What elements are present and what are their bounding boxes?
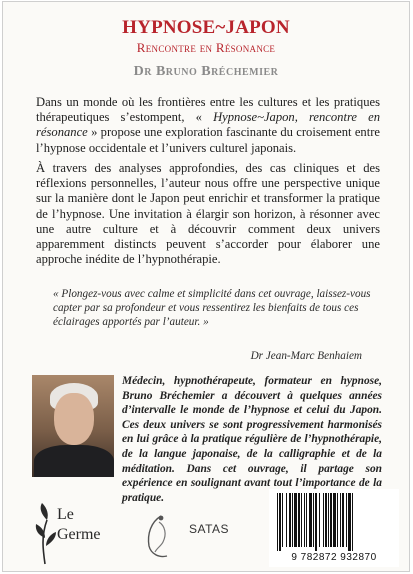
barcode-bar (294, 493, 297, 547)
barcode-bar (330, 493, 332, 547)
book-author: Dr Bruno Bréchemier (133, 64, 279, 79)
barcode-bar (340, 493, 341, 547)
isbn-digits: 9 782872 932870 (291, 552, 377, 563)
barcode-bar (306, 493, 307, 547)
photo-face (54, 393, 94, 445)
intro-text-a: Dans un monde où les frontières entre les cultures et les pratiques thérapeutiques s’estompent, « (36, 95, 380, 125)
barcode-bar (337, 493, 338, 547)
barcode-bar (319, 493, 320, 547)
book-subtitle: Rencontre en Résonance (136, 40, 276, 55)
barcode-bar (292, 493, 293, 547)
barcode-bar (309, 493, 312, 547)
barcode-bar (279, 493, 281, 551)
author-bio: Médecin, hypnothérapeute, formateur en hypnose, Bruno Bréchemier a découvert à quelques années d’intervalle le monde de l’hypnose et celui du Japon. Ces deux univers se sont progressivement harmonisés en lui grâce à la pratique régulière de l’hypnothérapie, de la langue japonaise, de la calligraphie et de la méditation. Dans cet ouvrage, il partage son expérience en soulignant avant tout l’importance de la pratique. (122, 375, 382, 504)
back-cover (2, 1, 410, 572)
author-photo (32, 375, 114, 477)
publisher-name-line2: Germe (57, 526, 101, 543)
barcode-bar (325, 493, 327, 547)
publisher-logo (33, 502, 103, 568)
intro-text-b: » propose une exploration fascinante du croisement entre l’hypnose occidentale et l’univers culturel japonais. (36, 125, 380, 155)
barcode-bar (304, 493, 305, 547)
barcode-bar (286, 493, 287, 547)
barcode-bar (323, 493, 324, 547)
barcode-bar (333, 493, 336, 547)
barcode-bar (289, 493, 291, 547)
barcode-bar (301, 493, 302, 547)
barcode-bar (298, 493, 300, 547)
barcode-bars (277, 493, 391, 551)
photo-shirt (34, 445, 114, 477)
book-title: HYPNOSE~JAPON (122, 17, 290, 38)
barcode-bar (328, 493, 329, 547)
partner-name: SATAS (189, 522, 230, 536)
leaf-icon (33, 502, 59, 566)
barcode-bar (352, 493, 353, 551)
barcode-bar (313, 493, 314, 547)
barcode-bar (282, 493, 283, 547)
barcode-bar (277, 493, 278, 551)
endorsement-author: Dr Jean-Marc Benhaiem (250, 350, 362, 362)
intro-paragraph (36, 95, 380, 156)
description-paragraph: À travers des analyses approfondies, des cas cliniques et des réflexions personnelles, l’auteur nous offre une perspective unique sur la manière dont le Japon peut enrichir et transformer la pratique de l’hypnose. Une invitation à élargir son horizon, à résonner avec une autre culture et à découvrir comment deux univers apparemment distincts peuvent s’accorder pour élaborer une approche inédite de l’hypnothérapie. (36, 161, 380, 267)
intro-book-title: Hypnose~Japon, rencontre en résonance (36, 110, 380, 140)
barcode-bar (315, 493, 317, 551)
partner-logo (139, 512, 249, 562)
barcode-bar (346, 493, 347, 547)
figure-icon (139, 512, 183, 560)
barcode-bar (342, 493, 344, 547)
endorsement-quote: « Plongez-vous avec calme et simplicité dans cet ouvrage, laissez-vous capter par sa profondeur et vous ressentirez les bienfaits de tous ces éclairages apportés par l’auteur. » (53, 288, 371, 328)
isbn-barcode (269, 489, 399, 567)
publisher-name-line1: Le (57, 506, 74, 523)
barcode-bar (348, 493, 351, 551)
